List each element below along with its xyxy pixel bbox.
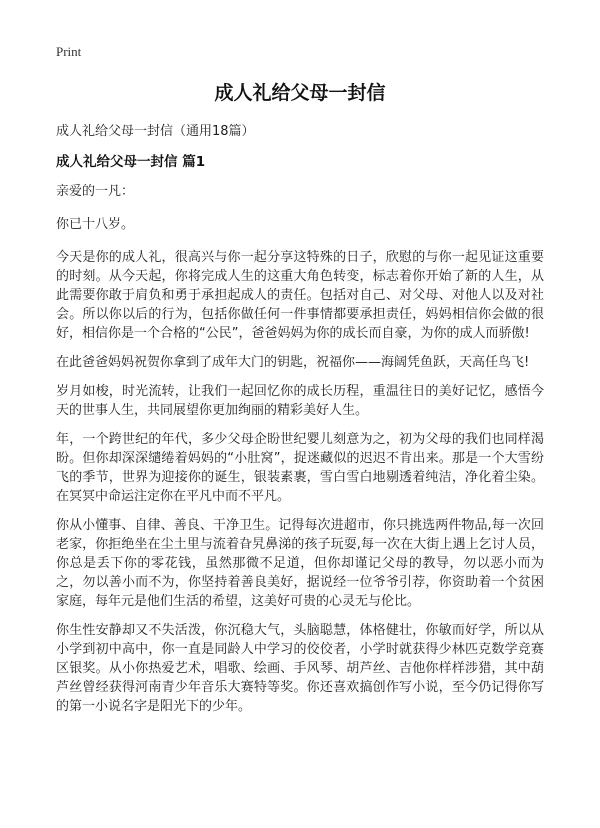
letter-salutation: 亲爱的一凡： <box>56 184 135 199</box>
letter-paragraph: 在此爸爸妈妈祝贺你拿到了成年大门的钥匙，祝福你——海阔凭鱼跃，天高任鸟飞! <box>56 355 530 370</box>
letter-paragraph: 今天是你的成人礼，很高兴与你一起分享这特殊的日子，欣慰的与你一起见证这重要的时刻。从今天起，你将完成人生的这重大角色转变，标志着你开始了新的人生，从此需要你敢于肩负和勇于承担起成人的责任。包括对自己、对父母、对他人以及对社会。所以你以后的行为，包括你做任何一件事情都要承担责任，妈妈相信你会做的很好，相信你是一个合格的“公民”，爸爸妈妈为你的成长而自豪，为你的成人而骄傲! <box>56 250 544 341</box>
section-heading: 成人礼给父母一封信 篇1 <box>56 154 206 170</box>
print-link[interactable]: Print <box>56 44 82 59</box>
letter-paragraph: 年，一个跨世纪的年代，多少父母企盼世纪婴儿刻意为之，初为父母的我们也同样渴盼。但你却深深缱绻着妈妈的“小肚窝”，捉迷藏似的迟迟不肯出来。那是一个大雪纷飞的季节，世界为迎接你的诞生，银装素裹，雪白雪白地剔透着纯洁，净化着尘染。在冥冥中命运注定你在平凡中而不平凡。 <box>56 432 544 504</box>
letter-paragraph: 你生性安静却又不失活泼，你沉稳大气，头脑聪慧，体格健壮，你敏而好学，所以从小学到初中高中，你一直是同龄人中学习的佼佼者，小学时就获得少林匹克数学竞赛区银奖。从小你热爱艺术，唱歌、绘画、手风琴、胡芦丝、吉他你样样涉猎，其中葫芦丝曾经获得河南青少年音乐大赛特等奖。你还喜欢搞创作写小说，至今仍记得你写的第一小说名字是阳光下的少年。 <box>56 623 544 714</box>
page-title: 成人礼给父母一封信 <box>214 82 386 104</box>
letter-paragraph: 岁月如梭，时光流转，让我们一起回忆你的成长历程，重温往日的美好记忆，感悟今天的世事人生，共同展望你更加绚丽的精彩美好人生。 <box>56 384 544 418</box>
letter-paragraph: 你已十八岁。 <box>56 217 135 232</box>
letter-body <box>56 182 544 726</box>
document-subtitle: 成人礼给父母一封信（通用18篇） <box>56 124 255 139</box>
letter-paragraph: 你从小懂事、自律、善良、干净卫生。记得每次进超市，你只挑选两件物品,每一次回老家，你拒绝坐在尘土里与流着旮旯鼻涕的孩子玩耍,每一次在大街上遇上乞讨人员，你总是丢下你的零花钱，虽然那微不足道，但你却谨记父母的教导，勿以恶小而为之，勿以善小而不为，你坚持着善良美好，据说经一位爷爷引荐，你资助着一个贫困家庭，每年元是他们生活的希望，这美好可贵的心灵无与伦比。 <box>56 518 544 609</box>
